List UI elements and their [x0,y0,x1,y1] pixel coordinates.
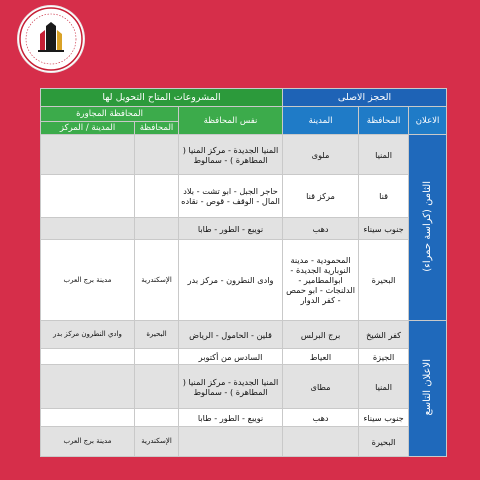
row-neighbor-governorate [135,218,179,240]
neighbor-governorate-header: المحافظة المجاورة [41,107,179,122]
available-projects-header: المشروعات المتاح التحويل لها [41,89,283,107]
row-neighbor-city [41,218,135,240]
row-city: المحمودية - مدينة النوبارية الجديدة - ابوالمطامير - الدلنجات - ابو حمص - كفر الدوار [283,240,359,321]
announcement-ninth: الاعلان التاسع [409,321,447,457]
projects-table [40,88,447,457]
row-city: العياط [283,349,359,365]
table-row [41,135,447,175]
table-row [41,321,447,349]
row-same-governorate: المنيا الجديدة - مركز المنيا ( المطاهرة ) - سمالوط [179,135,283,175]
row-city: دهب [283,409,359,427]
row-governorate: الجيزة [359,349,409,365]
row-city: مطاى [283,365,359,409]
row-same-governorate [179,427,283,457]
row-neighbor-governorate [135,135,179,175]
table-row [41,218,447,240]
row-neighbor-governorate: الإسكندرية [135,240,179,321]
row-governorate: جنوب سيناء [359,409,409,427]
row-governorate: قنا [359,175,409,218]
neighbor-city-col-header: المدينة / المركز [41,122,135,135]
row-neighbor-governorate: البحيرة [135,321,179,349]
row-city: ملوى [283,135,359,175]
row-neighbor-city [41,365,135,409]
table-row [41,240,447,321]
row-city: برج البرلس [283,321,359,349]
row-neighbor-governorate: الإسكندرية [135,427,179,457]
ministry-seal-icon [18,6,84,72]
row-same-governorate: نويبع - الطور - طابا [179,409,283,427]
row-governorate: جنوب سيناء [359,218,409,240]
row-same-governorate: حاجر الجبل - ابو تشت - بلاد المال - الوقف - قوص - نقاده [179,175,283,218]
original-booking-header: الحجز الاصلى [283,89,447,107]
table-row [41,409,447,427]
row-city: مركز قنا [283,175,359,218]
table-row [41,175,447,218]
row-governorate: كفر الشيخ [359,321,409,349]
same-governorate-header: نفس المحافظة [179,107,283,135]
neighbor-gov-col-header: المحافظة [135,122,179,135]
row-neighbor-governorate [135,349,179,365]
row-neighbor-governorate [135,409,179,427]
ministry-logo [18,6,84,72]
row-governorate: المنيا [359,365,409,409]
table-row [41,427,447,457]
governorate-header: المحافظة [359,107,409,135]
row-same-governorate: وادى النطرون - مركز بدر [179,240,283,321]
table-row [41,349,447,365]
row-neighbor-city: مدينة برج العرب [41,240,135,321]
row-same-governorate: السادس من أكتوبر [179,349,283,365]
row-neighbor-city: وادي النطرون مركز بدر [41,321,135,349]
row-same-governorate: المنيا الجديدة - مركز المنيا ( المطاهرة ) - سمالوط [179,365,283,409]
row-governorate: البحيرة [359,427,409,457]
row-same-governorate: قلين - الحامول - الرياض [179,321,283,349]
row-neighbor-city [41,135,135,175]
row-governorate: المنيا [359,135,409,175]
city-header: المدينة [283,107,359,135]
row-city [283,427,359,457]
row-neighbor-city [41,175,135,218]
table-row [41,365,447,409]
row-city: دهب [283,218,359,240]
row-neighbor-city: مدينة برج العرب [41,427,135,457]
row-same-governorate: نويبع - الطور - طابا [179,218,283,240]
announcement-header: الاعلان [409,107,447,135]
row-neighbor-city [41,409,135,427]
row-neighbor-governorate [135,365,179,409]
row-governorate: البحيرة [359,240,409,321]
row-neighbor-city [41,349,135,365]
announcement-eighth: الثامن (كراسة حمراء) [409,135,447,321]
row-neighbor-governorate [135,175,179,218]
